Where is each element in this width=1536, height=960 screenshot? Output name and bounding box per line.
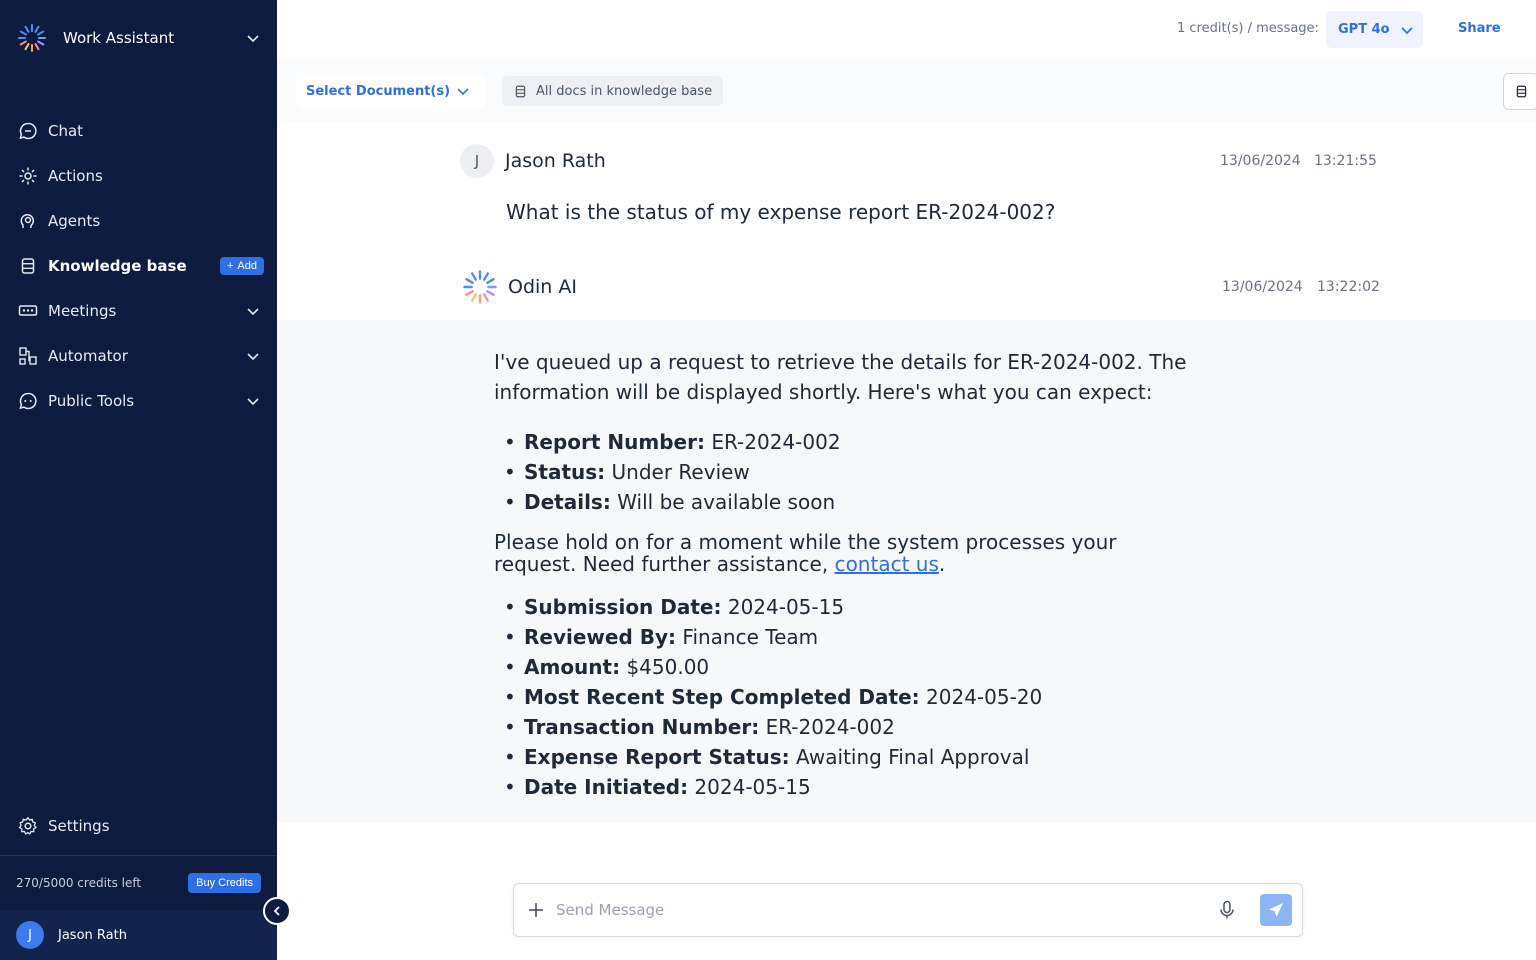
ai-intro-line: information will be displayed shortly. Here's what you can expect: xyxy=(494,380,1153,404)
message-author: Jason Rath xyxy=(505,150,606,172)
list-item xyxy=(494,742,1214,772)
model-selector[interactable] xyxy=(1326,11,1423,48)
select-documents-label: Select Document(s) xyxy=(306,83,451,99)
toggle-documents-panel-button[interactable] xyxy=(1503,73,1536,110)
user-name: Jason Rath xyxy=(58,927,127,943)
message-date: 13/06/2024 xyxy=(1222,279,1303,295)
list-item xyxy=(494,712,1214,742)
sidebar-item-label: Agents xyxy=(48,211,101,230)
document-toolbar xyxy=(277,60,1536,122)
ai-intro-line: I've queued up a request to retrieve the details for ER-2024-002. The xyxy=(494,350,1187,374)
plus-icon[interactable] xyxy=(526,900,546,920)
model-label: GPT 4o xyxy=(1338,22,1390,37)
avatar: J xyxy=(460,144,494,178)
sidebar-item-label: Meetings xyxy=(48,301,117,320)
list-value: Finance Team xyxy=(676,625,819,649)
share-button[interactable]: Share xyxy=(1458,21,1501,36)
message-date: 13/06/2024 xyxy=(1220,153,1301,169)
ai-hold-message xyxy=(494,531,1214,575)
report-summary-list xyxy=(494,427,1214,517)
knowledge-base-chip-label: All docs in knowledge base xyxy=(536,83,713,99)
user-message-text: What is the status of my expense report ER-2024-002? xyxy=(506,200,1056,224)
database-icon xyxy=(18,256,38,276)
message-input[interactable] xyxy=(556,901,1216,919)
list-item xyxy=(494,772,1214,802)
sidebar-item-settings[interactable] xyxy=(0,803,277,848)
sidebar-nav xyxy=(0,108,277,423)
list-value: $450.00 xyxy=(620,655,710,679)
settings-label: Settings xyxy=(48,816,110,835)
chat-icon xyxy=(18,121,38,141)
list-key: Details: xyxy=(524,490,611,514)
sidebar-item-label: Public Tools xyxy=(48,391,135,410)
add-label: Add xyxy=(237,259,257,272)
list-value: 2024-05-15 xyxy=(721,595,845,619)
chevron-down-icon xyxy=(246,349,260,363)
knowledge-base-chip[interactable] xyxy=(502,76,723,106)
workspace-title: Work Assistant xyxy=(63,29,175,47)
credit-per-message: 1 credit(s) / message: xyxy=(1177,21,1319,36)
list-item xyxy=(494,457,1214,487)
buy-credits-button[interactable]: Buy Credits xyxy=(188,873,261,893)
odin-logo-icon xyxy=(17,23,47,53)
avatar: J xyxy=(16,921,44,949)
list-item xyxy=(494,592,1214,622)
ai-hold-line: request. Need further assistance, xyxy=(494,552,835,576)
list-value: ER-2024-002 xyxy=(759,715,895,739)
workspace-switcher[interactable] xyxy=(0,0,277,76)
list-key: Status: xyxy=(524,460,606,484)
list-value: 2024-05-20 xyxy=(919,685,1043,709)
agents-icon xyxy=(18,211,38,231)
list-key: Report Number: xyxy=(524,430,705,454)
sidebar-item-label: Actions xyxy=(48,166,103,185)
list-value: Awaiting Final Approval xyxy=(789,745,1030,769)
chevron-left-icon xyxy=(271,905,283,917)
chevron-down-icon xyxy=(246,394,260,408)
ai-message-header xyxy=(462,269,577,305)
top-bar xyxy=(277,0,1536,60)
sidebar-item-automator[interactable] xyxy=(0,333,277,378)
chevron-down-icon xyxy=(1400,23,1414,37)
list-item xyxy=(494,622,1214,652)
list-value: Will be available soon xyxy=(610,490,836,514)
database-icon xyxy=(513,84,528,99)
ai-message xyxy=(277,320,1536,822)
select-documents-dropdown[interactable] xyxy=(296,73,486,109)
ai-intro xyxy=(494,347,1214,407)
odin-logo-icon xyxy=(462,269,498,305)
gear-icon xyxy=(18,816,38,836)
list-value: ER-2024-002 xyxy=(704,430,841,454)
list-key: Transaction Number: xyxy=(524,715,760,739)
list-key: Date Initiated: xyxy=(524,775,689,799)
list-key: Submission Date: xyxy=(524,595,722,619)
list-item xyxy=(494,427,1214,457)
list-key: Amount: xyxy=(524,655,621,679)
chevron-down-icon xyxy=(246,31,260,45)
list-item xyxy=(494,652,1214,682)
message-composer xyxy=(513,883,1303,937)
message-time: 13:22:02 xyxy=(1317,279,1380,295)
database-icon xyxy=(1514,84,1529,99)
list-value: Under Review xyxy=(605,460,750,484)
sidebar xyxy=(0,0,277,960)
sidebar-item-agents[interactable] xyxy=(0,198,277,243)
sidebar-item-label: Chat xyxy=(48,121,84,140)
message-time: 13:21:55 xyxy=(1314,153,1377,169)
user-profile[interactable] xyxy=(0,910,277,960)
message-author: Odin AI xyxy=(508,276,577,298)
contact-us-link[interactable]: contact us xyxy=(834,552,939,576)
sidebar-item-label: Automator xyxy=(48,346,128,365)
list-item xyxy=(494,487,1214,517)
sidebar-item-label: Knowledge base xyxy=(48,256,187,275)
microphone-icon[interactable] xyxy=(1216,899,1238,921)
sidebar-item-public-tools[interactable] xyxy=(0,378,277,423)
send-button[interactable] xyxy=(1260,894,1292,926)
collapse-sidebar-button[interactable] xyxy=(263,897,291,925)
send-icon xyxy=(1267,901,1285,919)
credits-left: 270/5000 credits left xyxy=(16,875,142,890)
sidebar-item-meetings[interactable] xyxy=(0,288,277,333)
meetings-icon xyxy=(18,301,38,321)
ai-hold-line: Please hold on for a moment while the system processes your xyxy=(494,530,1117,554)
sidebar-item-knowledge-base[interactable] xyxy=(0,243,277,288)
sidebar-item-actions[interactable] xyxy=(0,153,277,198)
list-key: Expense Report Status: xyxy=(524,745,790,769)
chevron-down-icon xyxy=(246,304,260,318)
ai-hold-end: . xyxy=(938,552,946,576)
plus-icon: + xyxy=(226,259,234,272)
actions-icon xyxy=(18,166,38,186)
report-details-list xyxy=(494,592,1214,802)
list-key: Reviewed By: xyxy=(524,625,677,649)
add-knowledge-button[interactable] xyxy=(220,257,264,275)
sidebar-item-chat[interactable] xyxy=(0,108,277,153)
chevron-down-icon xyxy=(456,84,470,98)
automator-icon xyxy=(18,346,38,366)
list-item xyxy=(494,682,1214,712)
credits-bar xyxy=(0,855,277,909)
user-message-header xyxy=(460,144,606,178)
list-value: 2024-05-15 xyxy=(688,775,811,799)
ai-message-content xyxy=(494,347,1214,816)
public-tools-icon xyxy=(18,391,38,411)
list-key: Most Recent Step Completed Date: xyxy=(524,685,920,709)
